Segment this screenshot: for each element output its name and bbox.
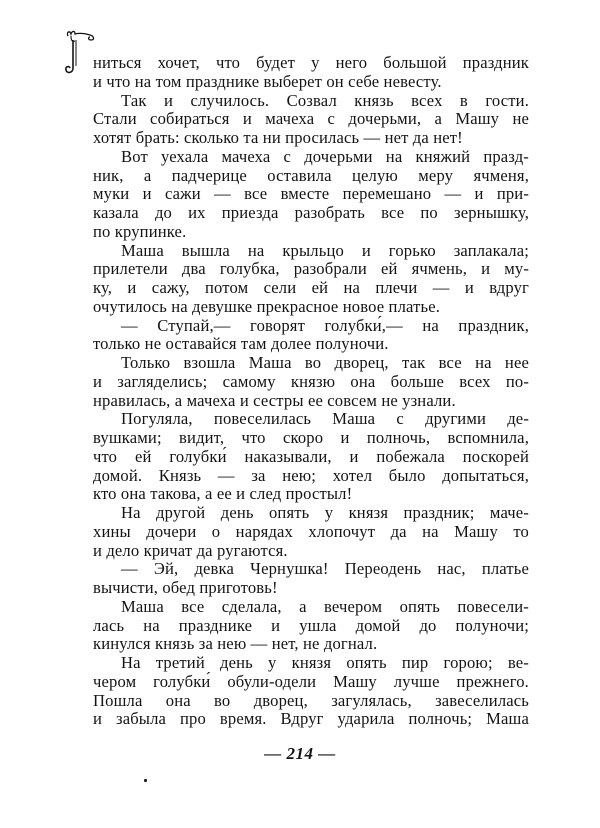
text-line: и забыла про время. Вдруг ударила полночь; Маша	[93, 709, 529, 729]
text-line: ку, и сажу, потом сели ей на плечи — и вдруг	[93, 278, 529, 297]
text-line: чером голубки́ обули-одели Машу лучше прежнего.	[93, 671, 529, 691]
text-line: вычисти, обед приготовь!	[93, 578, 278, 597]
paragraph-first-line: На другой день опять у князя праздник; маче-	[121, 503, 529, 522]
ornamental-initial-icon	[62, 28, 96, 76]
text-line: муки и сажи — все вместе перемешано — и при-	[93, 184, 529, 204]
text-line: только не оставайся там долее полуночи.	[93, 334, 389, 354]
paragraph-first-line: Маша все сделала, а вечером опять повесели-	[121, 596, 529, 616]
text-line: кинулся князь за нею — нет, не догнал.	[93, 634, 378, 654]
body-text	[93, 54, 529, 729]
page-number: — 214 —	[264, 744, 336, 763]
text-line: вушками; видит, что скоро и полночь, вспомнила,	[93, 428, 529, 447]
text-line: и загляделись; самому князю она больше всех по-	[93, 371, 529, 391]
paragraph-first-line: Вот уехала мачеха с дочерьми на княжий празд-	[121, 146, 529, 166]
text-line: ниться хочет, что будет у него большой праздник	[93, 53, 529, 72]
paragraph-first-line: — Ступай,— говорят голубки́,— на праздник,	[121, 315, 529, 335]
text-line: нравилась, а мачеха и сестры ее совсем не узнали.	[93, 390, 456, 410]
paragraph-first-line: Маша вышла на крыльцо и горько заплакала;	[121, 240, 529, 260]
text-line: лась на празднике и ушла домой до полуночи;	[93, 615, 529, 635]
text-line: ник, а падчерице оставила целую меру ячменя,	[93, 165, 529, 185]
text-line: Пошла она во дворец, загулялась, завеселилась	[93, 690, 529, 710]
text-line: домой. Князь — за нею; хотел было допытаться,	[93, 465, 529, 485]
paragraph-first-line: — Эй, девка Чернушка! Переодень нас, платье	[121, 559, 529, 579]
text-line: что ей голубки́ наказывали, и побежала поскорей	[93, 446, 529, 466]
text-line: очутилось на девушке прекрасное новое платье.	[93, 296, 441, 316]
text-line: хотят брать: сколько та ни просилась — нет да нет!	[93, 128, 463, 147]
paragraph-first-line: Так и случилось. Созвал князь всех в гости.	[121, 90, 529, 110]
text-line: Стали собираться и мачеха с дочерьми, а Машу не	[93, 109, 529, 129]
text-line: прилетели два голубка, разобрали ей ячмень, и му-	[93, 259, 529, 279]
print-speck	[144, 779, 147, 782]
text-line: и что на том празднике выберет он себе невесту.	[93, 71, 442, 91]
paragraph-first-line: Только взошла Маша во дворец, так все на нее	[121, 353, 529, 372]
text-line: хины дочери о нарядах хлопочут да на Машу то	[93, 521, 529, 541]
text-line: казала до их приезда разобрать все по зернышку,	[93, 203, 529, 222]
text-line: кто она такова, а ее и след простыл!	[93, 484, 353, 504]
text-line: по крупинке.	[93, 221, 187, 241]
text-line: и дело кричат да ругаются.	[93, 540, 288, 560]
paragraph-first-line: На третий день у князя опять пир горою; ве-	[121, 653, 529, 672]
paragraph-first-line: Погуляла, повеселилась Маша с другими де-	[121, 409, 529, 429]
